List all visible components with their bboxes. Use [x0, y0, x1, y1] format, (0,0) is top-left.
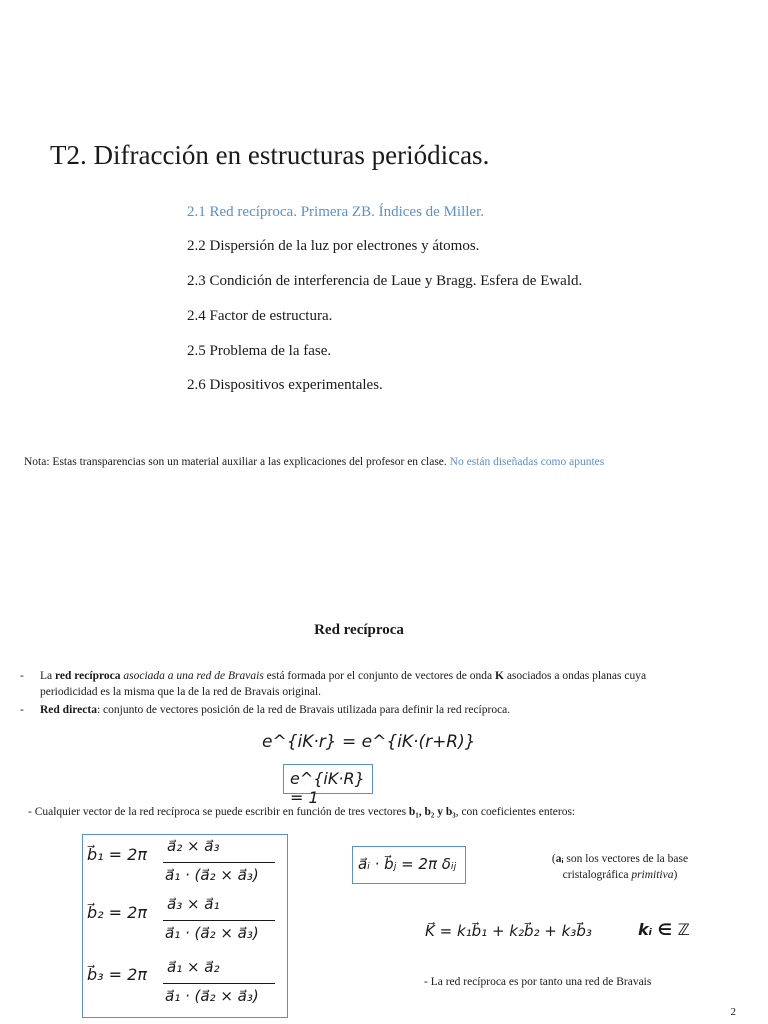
formula-primitive-vectors-box — [82, 834, 288, 1018]
fraction-line — [163, 862, 275, 863]
formula-K: K⃗ = k₁b⃗₁ + k₂b⃗₂ + k₃b⃗₃ — [425, 922, 592, 940]
fraction-line — [163, 920, 275, 921]
conclusion: - La red recíproca es por tanto una red de Bravais — [424, 976, 652, 988]
page-number: 2 — [730, 1006, 736, 1018]
formula-exp-invariance: e^{iK·r} = e^{iK·(r+R)} — [262, 732, 476, 752]
section-title: Red recíproca — [314, 622, 404, 638]
formula-b2-num: a⃗₃ × a⃗₁ — [167, 895, 220, 913]
fraction-line — [163, 983, 275, 984]
formula-dot-box — [352, 846, 466, 884]
formula-b2-den: a⃗₁ · (a⃗₂ × a⃗₃) — [165, 924, 259, 942]
formula-b1-num: a⃗₂ × a⃗₃ — [167, 837, 220, 855]
toc-item-2-5: 2.5 Problema de la fase. — [187, 343, 332, 359]
formula-b3-num: a⃗₁ × a⃗₂ — [167, 958, 220, 976]
formula-k-integers: kᵢ ∈ ℤ — [638, 920, 690, 939]
line-reciprocal-vectors: - Cualquier vector de la red recíproca se puede escribir en función de tres vectores b₁, b₂ y b₃, con coeficientes enteros: — [28, 806, 576, 818]
formula-dot: a⃗ᵢ · b⃗ⱼ = 2π δᵢⱼ — [358, 855, 457, 873]
toc-item-2-4: 2.4 Factor de estructura. — [187, 308, 333, 324]
note-primitive-basis: (aᵢ son los vectores de la base cristalográfica primitiva) — [551, 853, 689, 881]
bullet-red-directa: - Red directa: conjunto de vectores posición de la red de Bravais utilizada para definir la red recíproca. — [20, 704, 511, 716]
toc-item-2-2: 2.2 Dispersión de la luz por electrones y átomos. — [187, 238, 480, 254]
toc-item-2-1[interactable]: 2.1 Red recíproca. Primera ZB. Índices de Miller. — [187, 204, 484, 220]
formula-b1-lhs: b⃗₁ = 2π — [87, 845, 147, 864]
formula-exp-boxed: e^{iK·R} = 1 — [290, 769, 365, 807]
formula-b2-lhs: b⃗₂ = 2π — [87, 903, 147, 922]
toc-item-2-6: 2.6 Dispositivos experimentales. — [187, 377, 383, 393]
page-title: T2. Difracción en estructuras periódicas. — [50, 140, 490, 170]
note-highlight: No están diseñadas como apuntes — [449, 456, 605, 468]
bullet-red-reciproca: - La red recíproca asociada a una red de Bravais está formada por el conjunto de vectores de onda K asociados a ondas planas cuya periodicidad es la misma que la de la red de Bravais original. — [20, 670, 647, 698]
formula-b3-den: a⃗₁ · (a⃗₂ × a⃗₃) — [165, 987, 259, 1005]
toc-item-2-3: 2.3 Condición de interferencia de Laue y Bragg. Esfera de Ewald. — [187, 273, 583, 289]
formula-b3-lhs: b⃗₃ = 2π — [87, 965, 147, 984]
note-text: Nota: Estas transparencias son un material auxiliar a las explicaciones del profesor en clase. — [24, 456, 447, 468]
note — [24, 456, 604, 468]
formula-exp-box — [283, 764, 373, 807]
formula-b1-den: a⃗₁ · (a⃗₂ × a⃗₃) — [165, 866, 259, 884]
